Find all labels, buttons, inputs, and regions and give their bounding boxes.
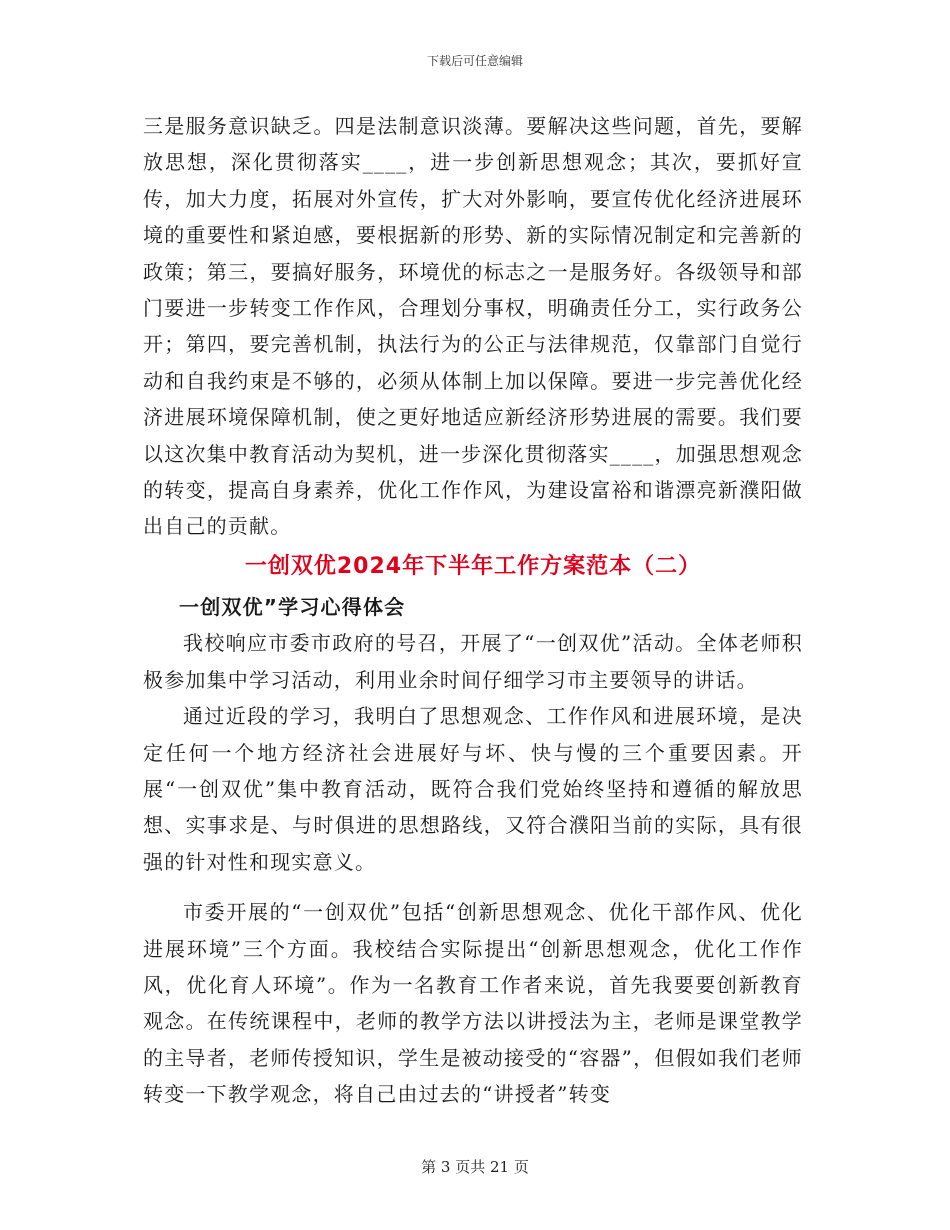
paragraph-gap [143,880,803,894]
page-header: 下载后可任意编辑 [426,54,523,68]
paragraph-continuation: 三是服务意识缺乏。四是法制意识淡薄。要解决这些问题，首先，要解放思想，深化贯彻落实____，进一步创新思想观念；其次，要抓好宣传，加大力度，拓展对外宣传，扩大对外影响，要宣传优化经济进展环境的重要性和紧迫感，要根据新的形势、新的实际情况制定和完善新的政策；第三，要搞好服务，环境优的标志之一是服务好。各级领导和部门要进一步转变工作作风，合理划分事权，明确责任分工，实行政务公开；第四，要完善机制，执法行为的公正与法律规范，仅靠部门自觉行动和自我约束是不够的，必须从体制上加以保障。要进一步完善优化经济进展环境保障机制，使之更好地适应新经济形势进展的需要。我们要以这次集中教育活动为契机，进一步深化贯彻落实____，加强思想观念的转变，提高自身素养，优化工作作风，为建设富裕和谐漂亮新濮阳做出自己的贡献。 [143,114,803,539]
page-number: 第 3 页共 21 页 [421,1158,529,1176]
section-title: 一创双优2024年下半年工作方案范本（二） [244,553,702,579]
sub-title: 一创双优”学习心得体会 [179,594,406,619]
paragraph: 通过近段的学习，我明白了思想观念、工作作风和进展环境，是决定任何一个地方经济社会进展好与坏、快与慢的三个重要因素。开展“一创双优”集中教育活动，既符合我们党始终坚持和遵循的解放思想、实事求是、与时俱进的思想路线，又符合濮阳当前的实际，具有很强的针对性和现实意义。 [143,704,803,874]
paragraph: 我校响应市委市政府的号召，开展了“一创双优”活动。全体老师积极参加集中学习活动，利用业余时间仔细学习市主要领导的讲话。 [143,631,803,692]
paragraph: 市委开展的“一创双优”包括“创新思想观念、优化干部作风、优化进展环境”三个方面。我校结合实际提出“创新思想观念，优化工作作风，优化育人环境”。作为一名教育工作者来说，首先我要要创新教育观念。在传统课程中，老师的教学方法以讲授法为主，老师是课堂教学的主导者，老师传授知识，学生是被动接受的“容器”，但假如我们老师转变一下教学观念，将自己由过去的“讲授者”转变 [143,900,803,1107]
document-body [143,108,803,1113]
